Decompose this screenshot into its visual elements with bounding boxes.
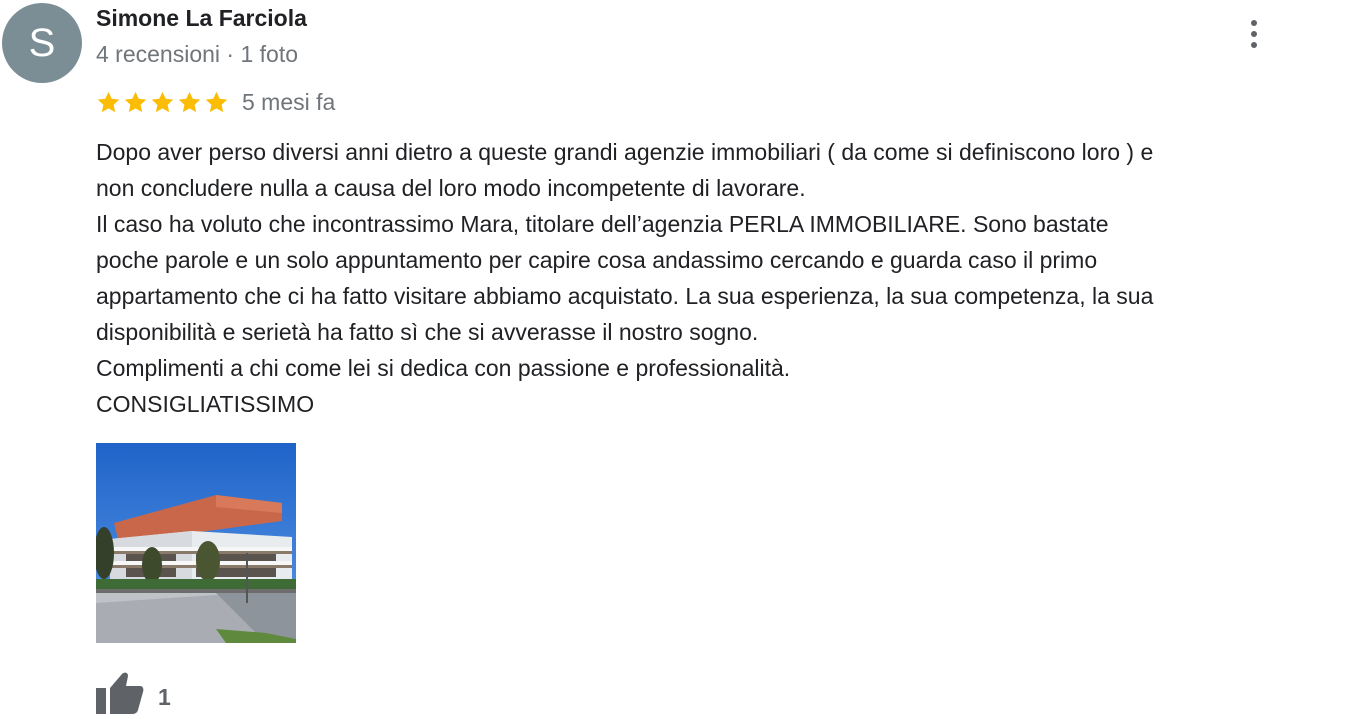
more-vert-icon-dot [1251, 42, 1257, 48]
star-icon [150, 90, 175, 115]
review-photo[interactable] [96, 443, 296, 643]
like-button[interactable] [96, 670, 171, 714]
rating-row [96, 86, 335, 118]
author-name[interactable]: Simone La Farciola [96, 5, 307, 31]
star-icon [96, 90, 121, 115]
star-icon [177, 90, 202, 115]
more-options-button[interactable] [1238, 16, 1270, 52]
star-icon [123, 90, 148, 115]
building-photo-image [96, 443, 296, 643]
more-vert-icon-dot [1251, 31, 1257, 37]
thumb-up-icon [96, 670, 144, 714]
author-meta: 4 recensioni · 1 foto [96, 41, 299, 67]
avatar-letter: S [28, 20, 56, 65]
avatar[interactable] [2, 3, 82, 83]
star-rating [96, 90, 229, 115]
review-date: 5 mesi fa [242, 89, 336, 115]
like-count: 1 [158, 683, 171, 710]
star-icon [204, 90, 229, 115]
review-text: Dopo aver perso diversi anni dietro a queste grandi agenzie immobiliari ( da come si definiscono loro ) e non concludere nulla a causa del loro modo incompetente di lavorare. Il caso ha voluto che incontrassimo Mara, titolare dell’agenzia PERLA IMMOBILIARE. Sono bastate poche parole e un solo appuntamento per capire cosa andassimo cercando e guarda caso il primo appartamento che ci ha fatto visitare abbiamo acquistato. La sua esperienza, la sua competenza, la sua disponibilità e serietà ha fatto sì che si avverasse il nostro sogno. Complimenti a chi come lei si dedica con passione e professionalità. CONSIGLIATISSIMO [96, 139, 1154, 417]
more-vert-icon [1251, 20, 1257, 26]
